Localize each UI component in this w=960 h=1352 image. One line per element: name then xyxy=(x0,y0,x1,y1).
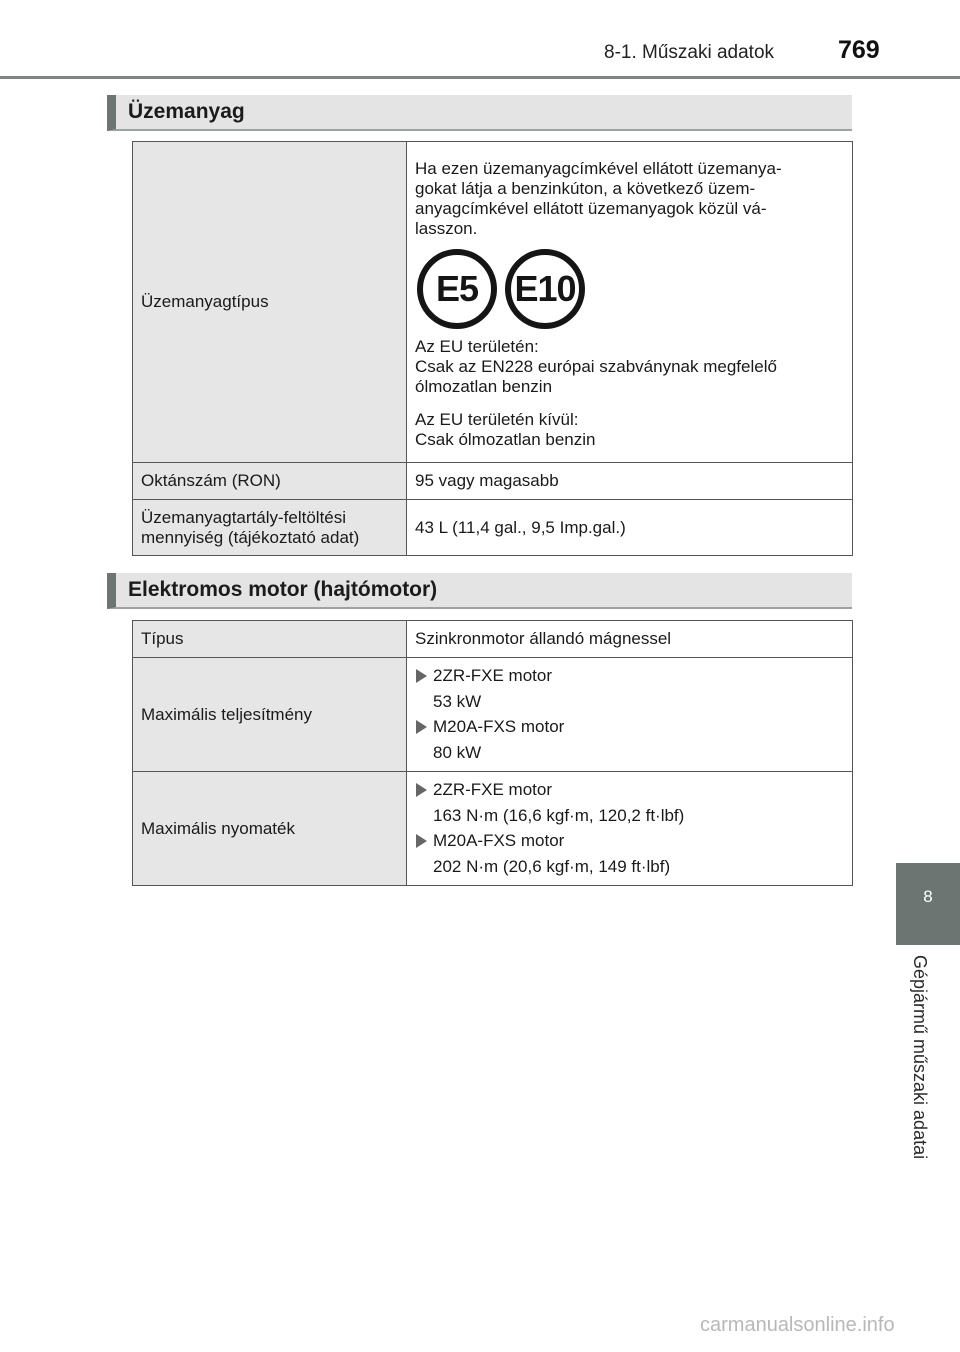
table-row xyxy=(133,142,853,463)
engine-value: 53 kW xyxy=(433,691,482,711)
max-torque-value xyxy=(407,772,853,886)
list-item xyxy=(415,829,844,854)
table-row xyxy=(133,772,853,886)
triangle-bullet-icon xyxy=(416,720,427,734)
max-torque-label: Maximális nyomaték xyxy=(133,772,407,886)
motor-table xyxy=(132,620,853,886)
motor-type-value: Szinkronmotor állandó mágnessel xyxy=(407,621,853,658)
fuel-intro-line: lasszon. xyxy=(415,218,478,238)
eu-inside-line: ólmozatlan benzin xyxy=(415,376,553,396)
engine-value: 202 N·m (20,6 kgf·m, 149 ft·lbf) xyxy=(433,856,671,876)
eu-inside-line: Csak az EN228 európai szabványnak megfelelő xyxy=(415,356,777,376)
octane-value: 95 vagy magasabb xyxy=(407,463,853,500)
fuel-intro-line: anyagcímkével ellátott üzemanyagok közül vá- xyxy=(415,198,767,218)
header-rule xyxy=(0,76,960,79)
table-row xyxy=(133,500,853,556)
max-power-label: Maximális teljesítmény xyxy=(133,658,407,772)
max-power-value xyxy=(407,658,853,772)
engine-name: 2ZR-FXE motor xyxy=(433,780,553,799)
triangle-bullet-icon xyxy=(416,834,427,848)
motor-type-label: Típus xyxy=(133,621,407,658)
list-item xyxy=(415,664,844,689)
list-item xyxy=(415,778,844,803)
fuel-type-label: Üzemanyagtípus xyxy=(133,142,407,463)
chapter-tab xyxy=(896,863,960,945)
chapter-number: 8 xyxy=(923,887,933,906)
page-header-section: 8-1. Műszaki adatok xyxy=(604,42,775,63)
engine-name: M20A-FXS motor xyxy=(433,831,565,850)
fuel-type-value xyxy=(407,142,853,463)
tank-capacity-label xyxy=(133,500,407,556)
fuel-intro-line: gokat látja a benzinkúton, a következő üzem- xyxy=(415,178,756,198)
fuel-section-heading xyxy=(107,95,852,131)
tank-label-line: mennyiség (tájékoztató adat) xyxy=(141,527,360,547)
engine-name: M20A-FXS motor xyxy=(433,717,565,736)
fuel-table xyxy=(132,141,853,556)
engine-name: 2ZR-FXE motor xyxy=(433,666,553,685)
list-item xyxy=(415,715,844,740)
triangle-bullet-icon xyxy=(416,783,427,797)
triangle-bullet-icon xyxy=(416,669,427,683)
page-number: 769 xyxy=(838,36,880,64)
motor-section-title: Elektromos motor (hajtómotor) xyxy=(128,578,438,601)
eu-outside-line: Az EU területén kívül: xyxy=(415,409,579,429)
engine-value: 163 N·m (16,6 kgf·m, 120,2 ft·lbf) xyxy=(433,805,685,825)
fuel-label-badges xyxy=(417,249,844,329)
chapter-title: Gépjármű műszaki adatai xyxy=(910,955,930,1160)
engine-value: 80 kW xyxy=(433,742,482,762)
table-row xyxy=(133,621,853,658)
tank-label-line: Üzemanyagtartály-feltöltési xyxy=(141,507,347,527)
e5-fuel-label-icon: E5 xyxy=(417,249,497,329)
tank-capacity-value: 43 L (11,4 gal., 9,5 Imp.gal.) xyxy=(407,500,853,556)
eu-inside-line: Az EU területén: xyxy=(415,336,539,356)
eu-outside-line: Csak ólmozatlan benzin xyxy=(415,429,596,449)
watermark: carmanualsonline.info xyxy=(700,1314,895,1336)
e10-fuel-label-icon: E10 xyxy=(505,249,585,329)
octane-label: Oktánszám (RON) xyxy=(133,463,407,500)
motor-section-heading xyxy=(107,573,852,609)
fuel-intro-line: Ha ezen üzemanyagcímkével ellátott üzemanya- xyxy=(415,158,782,178)
table-row xyxy=(133,463,853,500)
fuel-section-title: Üzemanyag xyxy=(128,100,245,123)
table-row xyxy=(133,658,853,772)
